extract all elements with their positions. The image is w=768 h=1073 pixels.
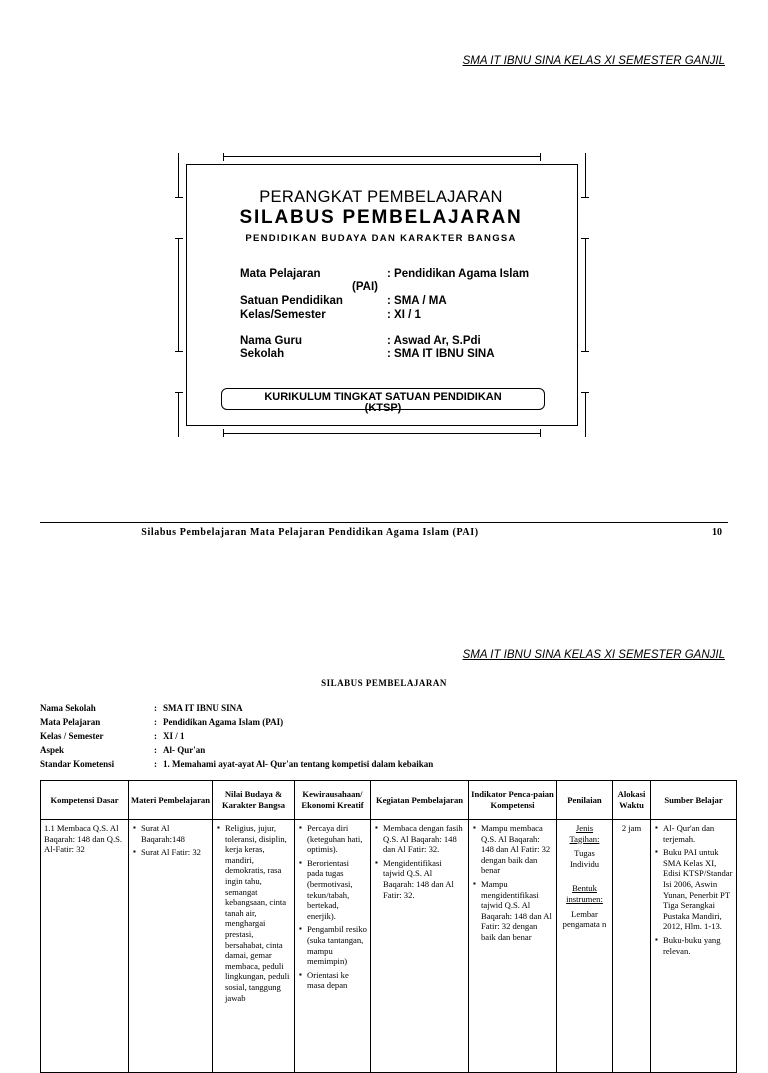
- meta-label-aspek: Aspek: [40, 745, 65, 755]
- cell-nilai: [213, 820, 295, 1073]
- info-label-sekolah: Sekolah: [240, 348, 285, 360]
- th-materi: Materi Pembelajaran: [129, 781, 213, 820]
- info-value-guru: : Aswad Ar, S.Pdi: [387, 335, 481, 347]
- table-header-row: [41, 781, 737, 820]
- list-item: ▪ Percaya diri (keteguhan hati, optimis).: [307, 823, 367, 855]
- penilaian-bentuk-value: Lembar pengamata n: [562, 908, 607, 930]
- info-label-guru: Nama Guru: [240, 335, 302, 347]
- cell-materi: [129, 820, 213, 1073]
- meta-label-mapel: Mata Pelajaran: [40, 717, 101, 727]
- th-kegiatan: Kegiatan Pembelajaran: [371, 781, 469, 820]
- info-label-satuan: Satuan Pendidikan: [240, 295, 343, 307]
- meta-label-sekolah: Nama Sekolah: [40, 703, 96, 713]
- list-item: ▪ Al- Qur'an dan terjemah.: [663, 823, 733, 844]
- cell-indikator: [469, 820, 557, 1073]
- meta-value-kelas: XI / 1: [163, 731, 185, 741]
- penilaian-jenis-value: Tugas Individu: [569, 848, 600, 869]
- info-value-satuan: : SMA / MA: [387, 295, 447, 307]
- cell-kegiatan: [371, 820, 469, 1073]
- th-alokasi: Alokasi Waktu: [613, 781, 651, 820]
- list-item: ▪ Religius, jujur, toleransi, disiplin, kerja keras, mandiri, demokratis, rasa ingin tahu, semangat kebangsaan, cinta tanah air, menghargai prestasi, bersahabat, cinta damai, gemar membaca, peduli lingkungan, peduli sosial, tanggung jawab: [225, 823, 291, 1003]
- list-item: ▪ Mampu mengidentifikasi tajwid Q.S. Al Baqarah: 148 dan Al Fatir: 32 dengan baik dan benar: [481, 879, 553, 943]
- cell-penilaian: [557, 820, 613, 1073]
- list-item: ▪ Mampu membaca Q.S. Al Baqarah: 148 dan Al Fatir: 32 dengan baik dan benar: [481, 823, 553, 876]
- penilaian-jenis-label: Jenis Tagihan:: [569, 823, 600, 844]
- info-value-kelas: : XI / 1: [387, 309, 421, 321]
- footer-text: Silabus Pembelajaran Mata Pelajaran Pendidikan Agama Islam (PAI): [141, 527, 479, 538]
- cover-main-title: SILABUS PEMBELAJARAN: [239, 207, 523, 228]
- table-row: [41, 820, 737, 1073]
- list-item: ▪ Buku-buku yang relevan.: [663, 935, 733, 956]
- meta-value-aspek: Al- Qur'an: [163, 745, 206, 755]
- list-item: ▪ Membaca dengan fasih Q.S. Al Baqarah: 148 dan Al Fatir: 32.: [383, 823, 465, 855]
- info-label-mapel: Mata Pelajaran: [240, 268, 321, 280]
- meta-value-sk: 1. Memahami ayat-ayat Al- Qur'an tentang kompetisi dalam kebaikan: [163, 759, 434, 769]
- meta-label-sk: Standar Kometensi: [40, 759, 115, 769]
- penilaian-bentuk-label: Bentuk instrumen:: [566, 883, 603, 904]
- kurikulum-line2: (KTSP): [364, 402, 402, 414]
- cell-alokasi: 2 jam: [613, 820, 651, 1073]
- list-item: ▪ Berorientasi pada tugas (bermotivasi, tekun/tabah, bertekad, enerjik).: [307, 858, 367, 922]
- kurikulum-line1: KURIKULUM TINGKAT SATUAN PENDIDIKAN: [264, 391, 502, 403]
- info-value-mapel-cont: (PAI): [352, 281, 378, 293]
- list-item: ▪ Surat Al Fatir: 32: [141, 847, 209, 858]
- page-header: SMA IT IBNU SINA KELAS XI SEMESTER GANJIL: [462, 55, 725, 67]
- page-number: 10: [712, 527, 722, 538]
- list-item: ▪ Pengambil resiko (suka tantangan, mampu memimpin): [307, 924, 367, 966]
- list-item: ▪ Orientasi ke masa depan: [307, 970, 367, 991]
- footer-rule: [40, 522, 728, 523]
- list-item: ▪ Mengidentifikasi tajwid Q.S. Al Baqarah: 148 dan Al Fatir: 32.: [383, 858, 465, 900]
- meta-label-kelas: Kelas / Semester: [40, 731, 104, 741]
- list-item: ▪ Buku PAI untuk SMA Kelas XI, Edisi KTSP/Standar Isi 2006, Aswin Yunan, Penerbit PT Tiga Serangkai Pustaka Mandiri, 2012, Hlm. 1-13.: [663, 847, 733, 932]
- silabus-title: SILABUS PEMBELAJARAN: [321, 678, 447, 688]
- th-indikator: Indikator Penca-paian Kompetensi: [469, 781, 557, 820]
- th-nilai: Nilai Budaya & Karakter Bangsa: [213, 781, 295, 820]
- cell-kewirausahaan: [295, 820, 371, 1073]
- th-kompetensi: Kompetensi Dasar: [41, 781, 129, 820]
- info-value-sekolah: : SMA IT IBNU SINA: [387, 348, 495, 360]
- cell-sumber: [651, 820, 737, 1073]
- th-penilaian: Penilaian: [557, 781, 613, 820]
- meta-value-sekolah: SMA IT IBNU SINA: [163, 703, 243, 713]
- meta-value-mapel: Pendidikan Agama Islam (PAI): [163, 717, 284, 727]
- th-sumber: Sumber Belajar: [651, 781, 737, 820]
- page-header-2: SMA IT IBNU SINA KELAS XI SEMESTER GANJIL: [462, 649, 725, 661]
- cover-subtitle: PENDIDIKAN BUDAYA DAN KARAKTER BANGSA: [245, 233, 517, 244]
- cover-title: PERANGKAT PEMBELAJARAN: [259, 188, 503, 206]
- cell-kompetensi: 1.1 Membaca Q.S. Al Baqarah: 148 dan Q.S. Al-Fatir: 32: [41, 820, 129, 1073]
- th-kewirausahaan: Kewirausahaan/ Ekonomi Kreatif: [295, 781, 371, 820]
- list-item: ▪ Surat Al Baqarah:148: [141, 823, 209, 844]
- info-value-mapel: : Pendidikan Agama Islam: [387, 268, 530, 280]
- info-label-kelas: Kelas/Semester: [240, 309, 326, 321]
- kurikulum-box: [221, 388, 545, 414]
- silabus-table: [40, 780, 737, 1073]
